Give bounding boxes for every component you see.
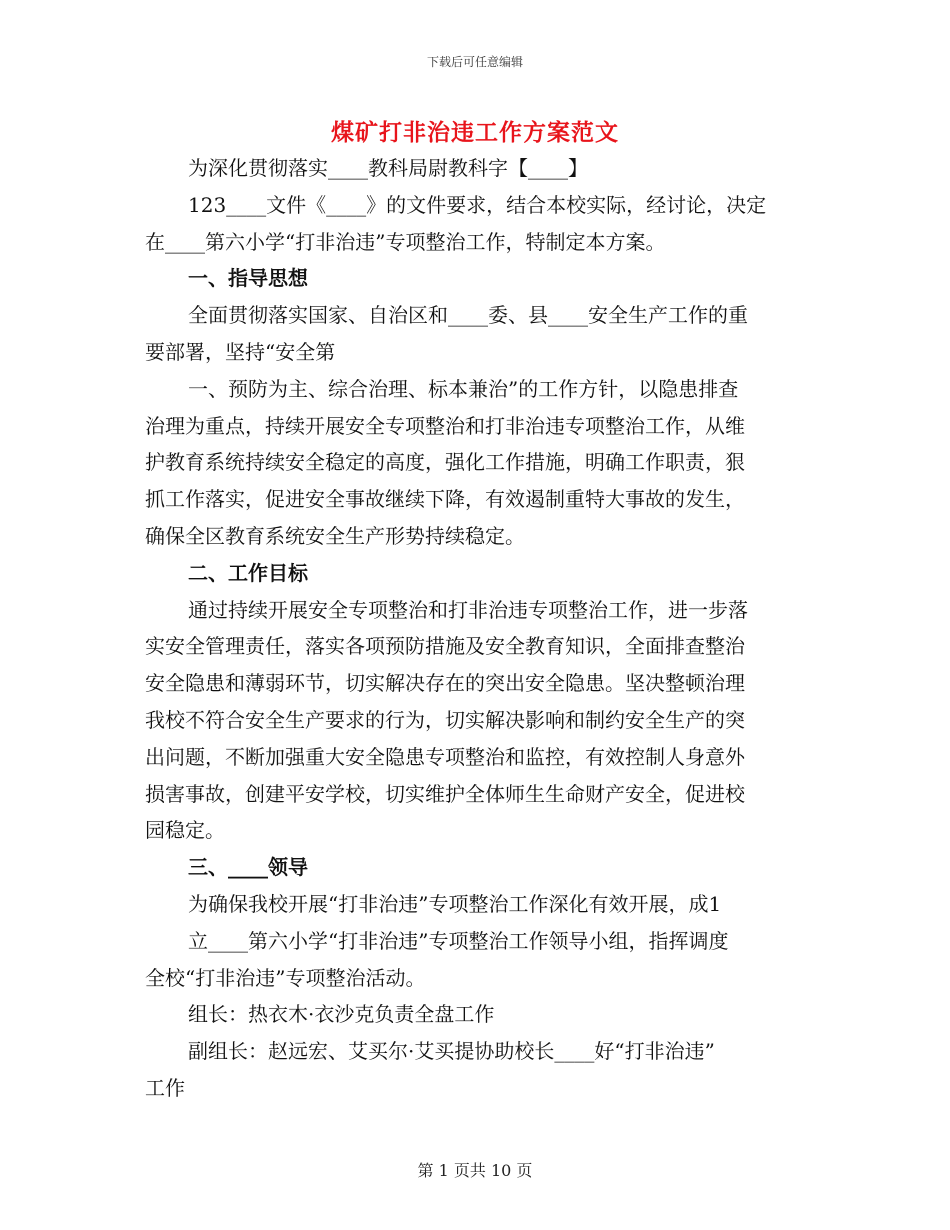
paragraph-line: 实安全管理责任，落实各项预防措施及安全教育知识，全面排查整治 [145,634,745,659]
section-heading: 一、指导思想 [188,266,308,291]
paragraph-line: 全校“打非治违”专项整治活动。 [145,965,426,990]
paragraph-line: 我校不符合安全生产要求的行为，切实解决影响和制约安全生产的突 [145,707,745,732]
paragraph-line: 损害事故，创建平安学校，切实维护全体师生生命财产安全，促进校 [145,781,745,806]
paragraph-line: 一、预防为主、综合治理、标本兼治”的工作方针，以隐患排查 [188,376,739,401]
paragraph-line: 抓工作落实，促进安全事故继续下降，有效遏制重特大事故的发生， [145,487,745,512]
page-header: 下载后可任意编辑 [426,55,523,69]
paragraph-line: 组长：热衣木·衣沙克负责全盘工作 [188,1002,495,1027]
paragraph-line: 安全隐患和薄弱环节，切实解决存在的突出安全隐患。坚决整顿治理 [145,671,745,696]
paragraph-line: 通过持续开展安全专项整治和打非治违专项整治工作，进一步落 [188,597,748,622]
paragraph-line: 副组长：赵远宏、艾买尔·艾买提协助校长____好“打非治违” [188,1039,715,1064]
paragraph-line: 为确保我校开展“打非治违”专项整治工作深化有效开展，成1 [188,891,722,916]
paragraph-line: 确保全区教育系统安全生产形势持续稳定。 [145,523,525,548]
paragraph-line: 为深化贯彻落实____教科局尉教科字【____】 [188,156,588,180]
document-title: 煤矿打非治违工作方案范文 [331,119,619,146]
section-heading: 二、工作目标 [188,560,308,585]
paragraph-line: 工作 [145,1075,185,1100]
paragraph-line: 在____第六小学“打非治违”专项整治工作，特制定本方案。 [145,229,666,254]
paragraph-line: 123____文件《____》的文件要求，结合本校实际，经讨论，决定 [188,192,767,217]
paragraph-line: 护教育系统持续安全稳定的高度，强化工作措施，明确工作职责，狠 [145,450,745,475]
section-heading: 三、____领导 [188,855,308,880]
paragraph-line: 要部署，坚持“安全第 [145,339,336,364]
paragraph-line: 全面贯彻落实国家、自治区和____委、县____安全生产工作的重 [188,303,748,328]
paragraph-line: 园稳定。 [145,818,225,843]
page-footer: 第 1 页共 10 页 [417,1161,533,1180]
document-body [145,150,807,1107]
paragraph-line: 治理为重点，持续开展安全专项整治和打非治违专项整治工作，从维 [145,413,745,438]
paragraph-line: 出问题，不断加强重大安全隐患专项整治和监控，有效控制人身意外 [145,744,745,769]
paragraph-line: 立____第六小学“打非治违”专项整治工作领导小组，指挥调度 [188,928,729,953]
